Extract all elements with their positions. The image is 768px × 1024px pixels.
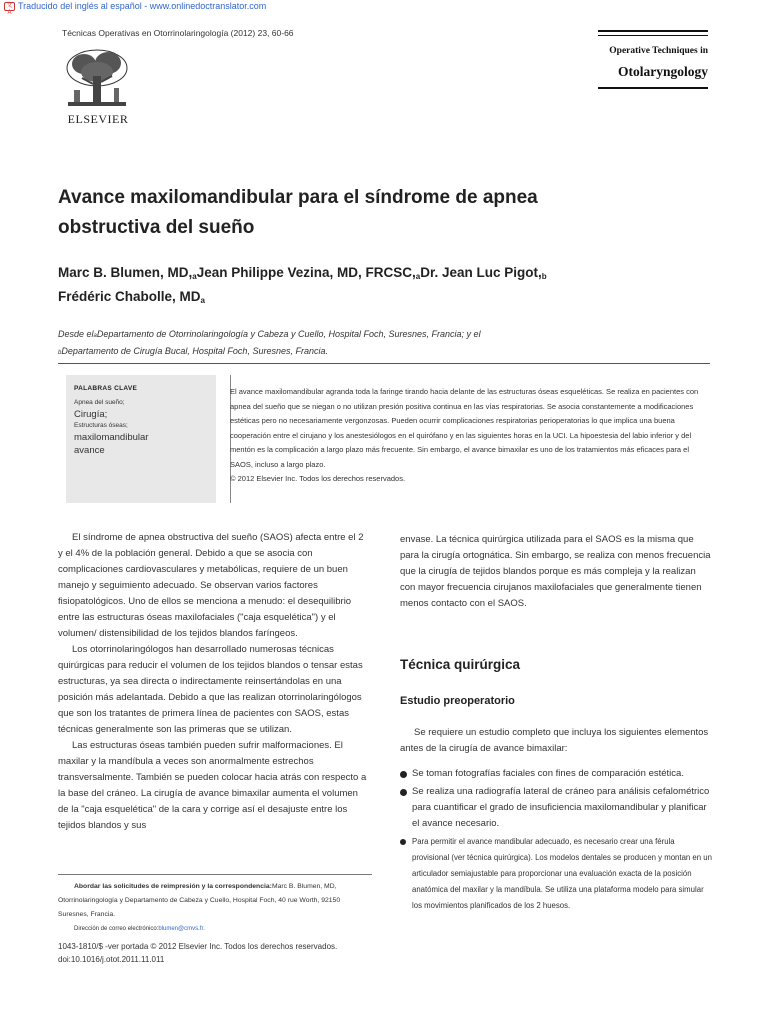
doi-block: [58, 940, 378, 966]
keywords-heading: PALABRAS CLAVE: [74, 385, 138, 392]
affiliations: [58, 327, 678, 361]
email-link[interactable]: blumen@cmvs.fr.: [158, 926, 205, 932]
body-paragraph: Las estructuras óseas también pueden sufrir malformaciones. El maxilar y la mandíbula a veces son anormalmente estrechos transversalmente. También se pueden colocar hacia atrás con respecto a la base del cráneo. La cirugía de avance bimaxilar aumenta el volumen de la "caja esquelética" de la cara y corrige así el desajuste entre los tejidos blandos y sus: [58, 740, 367, 831]
body-column-left: [58, 530, 370, 834]
body-paragraph: Se requiere un estudio completo que incluya los siguientes elementos antes de la cirugía de avance bimaxilar:: [400, 727, 709, 754]
brand-rule: [598, 30, 708, 32]
keyword: Cirugía;: [74, 409, 108, 420]
journal-brand: [598, 30, 708, 89]
translate-icon: 文A: [4, 2, 15, 11]
list-item-text: Se realiza una radiografía lateral de cráneo para análisis cefalométrico para cuantificar el grado de insuficiencia maxilomandibular y planificar el avance necesario.: [412, 786, 710, 829]
list-item-text: Se toman fotografías faciales con fines de comparación estética.: [412, 768, 684, 779]
section-heading: Técnica quirúrgica: [400, 657, 521, 672]
subsection-heading: Estudio preoperatorio: [400, 695, 515, 707]
correspondence-footnote: [58, 880, 370, 936]
footnote-text: Marc B. Blumen, MD, Otorrinolaringología y Departamento de Cabeza y Cuello, Hospital Foch, 40 rue Worth, 92150 Suresnes, Francia.: [58, 883, 341, 918]
author-name: Marc B. Blumen, MD,: [58, 265, 193, 280]
author-name: Jean Philippe Vezina, MD, FRCSC,: [196, 265, 416, 280]
divider: [58, 363, 710, 364]
article-title: Avance maxilomandibular para el síndrome de apnea obstructiva del sueño: [58, 187, 538, 238]
list-item: [400, 784, 712, 832]
publisher-name: ELSEVIER: [67, 112, 129, 126]
email-line: [58, 922, 370, 936]
brand-rule: [598, 35, 708, 36]
list-item: [400, 766, 712, 782]
body-paragraph: envase. La técnica quirúrgica utilizada para el SAOS es la misma que para la cirugía ortognática. Sin embargo, se realiza con menos frecuencia que la cirugía de tejidos blandos porque es más compleja y la realizan con mayor frecuencia cirujanos maxilofaciales que generalmente tienen menos contacto con el SAOS.: [400, 534, 711, 609]
abstract-copyright: © 2012 Elsevier Inc. Todos los derechos reservados.: [230, 474, 406, 483]
list-item: [400, 834, 712, 914]
author-affil-mark: a: [200, 296, 205, 305]
affil-a: Departamento de Otorrinolaringología y Cabeza y Cuello, Hospital Foch, Suresnes, Francia; y el: [96, 329, 481, 339]
translator-banner[interactable]: [0, 0, 267, 16]
body-paragraph: Los otorrinolaringólogos han desarrollado numerosas técnicas quirúrgicas para reducir el volumen de los tejidos blandos o tensar estas estructuras, ya sea directa o indirectamente reinsertándolas en una posición más adelantada. Debido a que las realizan otorrinolaringólogos que son los tratantes de primera línea de pacientes con SAOS, estas técnicas generalmente son las primeras que se utilizan.: [58, 644, 363, 735]
bullet-icon: [400, 771, 407, 778]
list-item-text: Para permitir el avance mandibular adecuado, es necesario crear una férula provisional (ver técnica quirúrgica). Los modelos dentales se producen y montan en un articulador semiajustable para proporcionar una evaluación exacta de la posición anatómica del maxilar y la mandíbula. Se utiliza una plataforma modelo para simular los movimientos planificados de los 2 huesos.: [412, 837, 712, 910]
keyword: avance: [74, 445, 105, 456]
body-paragraph: El síndrome de apnea obstructiva del sueño (SAOS) afecta entre el 2 y el 4% de la población general. Debido a que se asocia con complicaciones cardiovasculares y metabólicas, requiere de un buen manejo y seguimiento adecuado. Se observan varios factores fisiopatológicos. Uno de ellos se menciona a menudo: el desequilibrio entre las estructuras óseas maxilofaciales ("caja esquelética") y el volumen/ distensibilidad de los tejidos blandos faríngeos.: [58, 532, 364, 639]
email-label: Dirección de correo electrónico:: [74, 926, 159, 932]
footnote-divider: [58, 874, 372, 875]
author-list: [58, 262, 678, 310]
tree-icon: [62, 48, 132, 110]
translator-text[interactable]: Traducido del inglés al español - www.onlinedoctranslator.com: [18, 1, 267, 11]
abstract-text: El avance maxilomandibular agranda toda la faringe tirando hacia delante de las estructuras óseas esqueléticas. Se realiza en pacientes con apnea del sueño que se niegan o no utilizan presión positiva continua en las vías respiratorias. Se asocia constantemente a modificaciones estéticas pero no necesariamente vergonzosas. Pueden ocurrir complicaciones respiratorias perioperatorias lo que implica una buena cooperación entre el cirujano y los anestesiólogos en el quirófano y en las siguientes horas en la UCI. La hipoestesia del labio inferior y del mentón es la complicación a largo plazo más frecuente. Sin embargo, el avance bimaxilar es uno de los tratamientos más eficaces para el SAOS, incluso a largo plazo.: [230, 387, 699, 469]
author-affil-mark: b: [541, 272, 547, 281]
keyword: maxilomandibular: [74, 432, 149, 443]
author-affil-mark: a: [415, 272, 421, 281]
bullet-icon: [400, 839, 406, 845]
bullet-list: [400, 766, 712, 916]
issn-line: 1043-1810/$ -ver portada © 2012 Elsevier Inc. Todos los derechos reservados.: [58, 942, 338, 951]
body-column-right: [400, 532, 712, 612]
affil-mark: b: [58, 350, 62, 356]
author-affil-mark: a: [192, 272, 197, 281]
author-name: Dr. Jean Luc Pigot,: [420, 265, 542, 280]
affil-prefix: Desde el: [58, 329, 94, 339]
journal-reference: Técnicas Operativas en Otorrinolaringología (2012) 23, 60-66: [62, 28, 294, 38]
author-name: Frédéric Chabolle, MD: [58, 289, 201, 304]
keywords-box: [66, 375, 216, 503]
brand-line1: Operative Techniques in: [609, 46, 708, 56]
keyword: Apnea del sueño;: [74, 399, 125, 406]
abstract: [230, 375, 710, 503]
keyword: Estructuras óseas;: [74, 422, 128, 429]
elsevier-logo: [62, 48, 132, 126]
footnote-heading: Abordar las solicitudes de reimpresión y la correspondencia:: [74, 883, 272, 890]
brand-line2: Otolaryngology: [618, 64, 708, 79]
doi-line: doi:10.1016/j.otot.2011.11.011: [58, 955, 165, 964]
brand-rule: [598, 87, 708, 89]
bullet-icon: [400, 789, 407, 796]
affil-mark: a: [93, 333, 97, 339]
affil-b: Departamento de Cirugía Bucal, Hospital Foch, Suresnes, Francia.: [61, 346, 328, 356]
